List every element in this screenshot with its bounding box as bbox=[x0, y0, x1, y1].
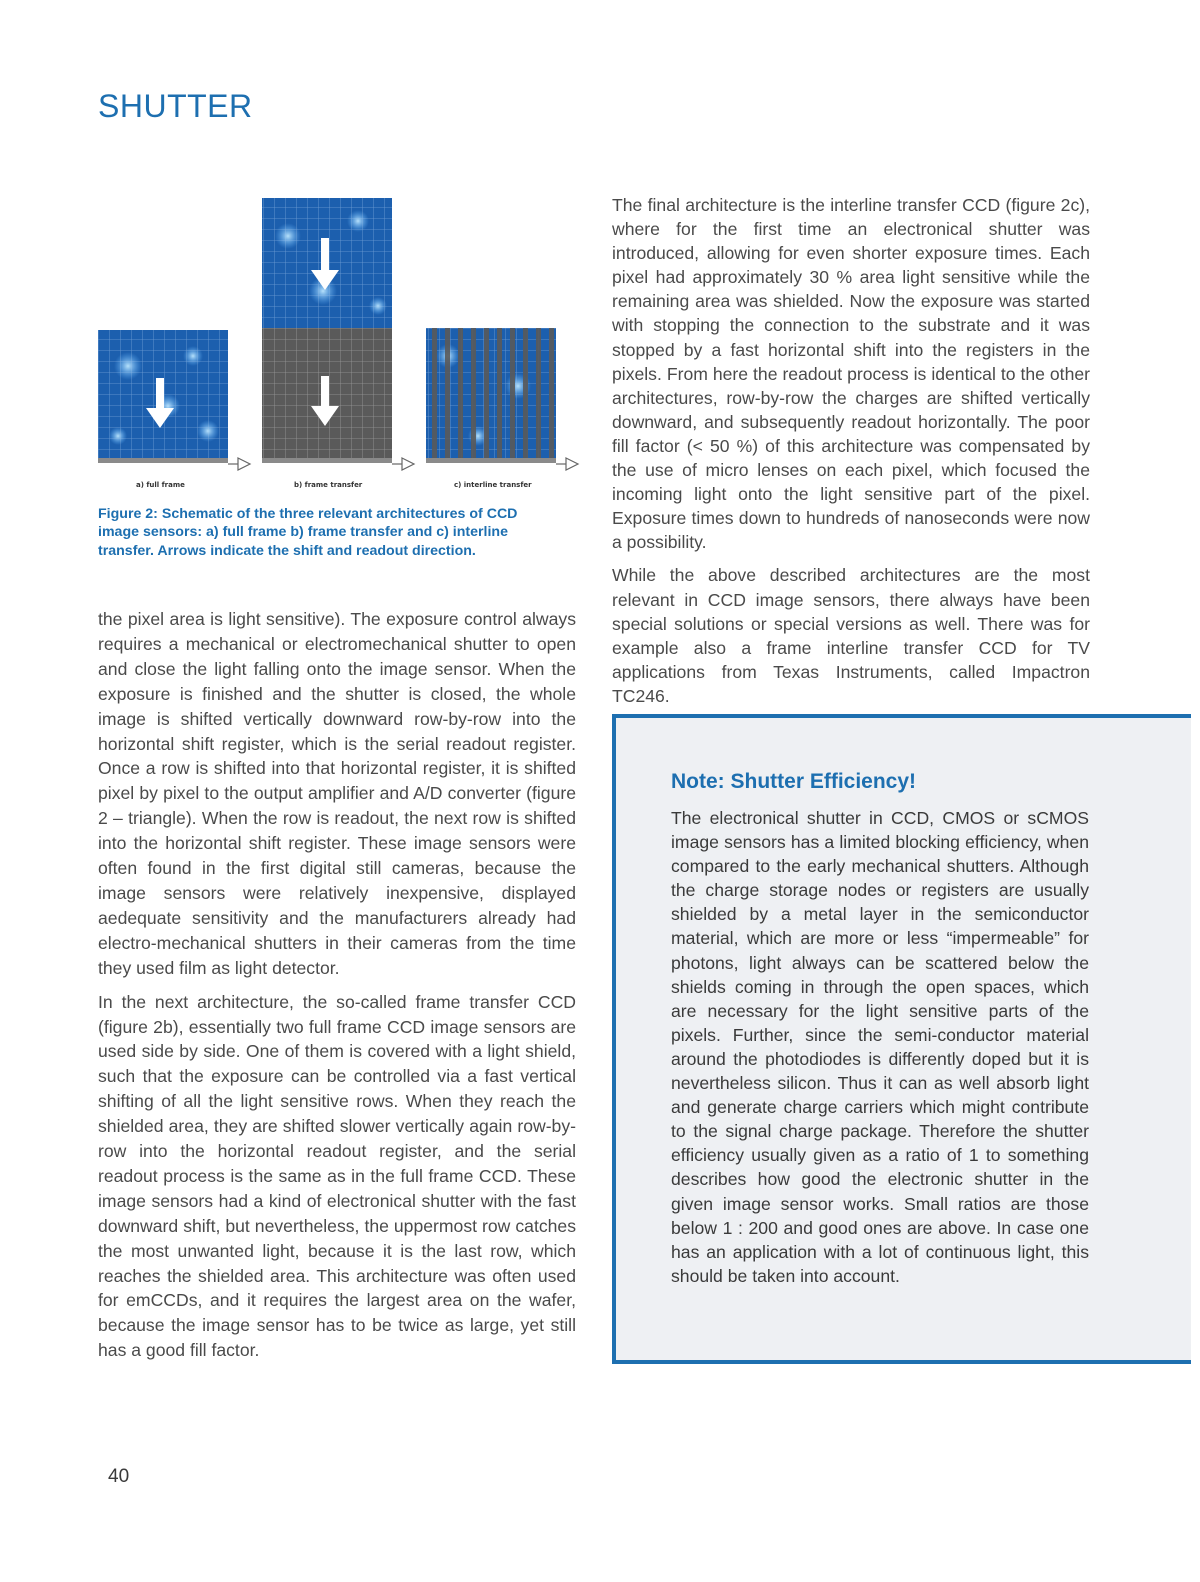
ccd-architecture-figure bbox=[98, 196, 582, 496]
paragraph: The final architecture is the interline transfer CCD (figure 2c), where for the first time an electronical shutter was introduced, allowing for even shorter exposure times. Each pixel had approximately 30 % area light sensitive while the remaining area was shielded. Now the exposure was started with stopping the connection to the substrate and it was stopped by a fast horizontal shift into the registers in the pixels. From here the readout process is identical to the other architectures, row-by-row the charges are shifted vertically downward, and subsequently readout horizontally. The poor fill factor (< 50 %) of this architecture was compensated by the use of micro lenses on each pixel, which focused the incoming light onto the light sensitive part of the pixel. Exposure times down to hundreds of nanoseconds were now a possibility. bbox=[612, 195, 1090, 553]
page-number: 40 bbox=[108, 1466, 130, 1487]
panel-frame-transfer bbox=[262, 198, 414, 489]
panel-interline-transfer bbox=[426, 328, 578, 489]
panel-label-b: b) frame transfer bbox=[294, 481, 363, 489]
right-column bbox=[612, 193, 1090, 708]
note-title: Note: Shutter Efficiency! bbox=[671, 770, 917, 793]
note-box bbox=[612, 714, 1191, 1364]
panel-label-a: a) full frame bbox=[136, 481, 185, 489]
panel-label-c: c) interline transfer bbox=[454, 481, 532, 489]
figure-caption: Figure 2: Schematic of the three relevant architectures of CCD image sensors: a) full frame b) frame transfer and c) interline transfer. Arrows indicate the shift and readout direction. bbox=[98, 506, 518, 559]
panel-full-frame bbox=[98, 330, 250, 489]
paragraph: the pixel area is light sensitive). The exposure control always requires a mechanical or electromechanical shutter to open and close the light falling onto the image sensor. When the exposure is finished and the shutter is closed, the whole image is shifted vertically downward row-by-row into the horizontal shift register, which is the serial readout register. Once a row is shifted into that horizontal register, it is shifted pixel by pixel to the output amplifier and A/D converter (figure 2 – triangle). When the row is readout, the next row is shifted into the horizontal shift register. These image sensors were often found in the first digital still cameras, because the image sensors were relatively inexpensive, displayed aedequate sensitivity and the manufacturers already had electro-mechanical shutters in their cameras from the time they used film as light detector. bbox=[98, 609, 576, 978]
left-column bbox=[98, 607, 576, 1363]
output-triangle-icon bbox=[402, 458, 414, 470]
output-triangle-icon bbox=[566, 458, 578, 470]
paragraph: In the next architecture, the so-called frame transfer CCD (figure 2b), essentially two full frame CCD image sensors are used side by side. One of them is covered with a light shield, such that the exposure can be controlled via a fast vertical shifting of all the light sensitive rows. When they reach the shielded area, they are shifted slower vertically again row-by-row into the horizontal readout register, and the serial readout process is the same as in the full frame CCD. These image sensors had a kind of electronical shutter with the fast downward shift, but nevertheless, the uppermost row catches the most unwanted light, because it is the last row, which reaches the shielded area. This architecture was often used for emCCDs, and it requires the largest area on the wafer, because the image sensor has to be twice as large, yet still has a good fill factor. bbox=[98, 991, 576, 1361]
paragraph: While the above described architectures are the most relevant in CCD image sensors, there always have been special solutions or special versions as well. There was for example also a frame interline transfer CCD for TV applications from Texas Instruments, called Impactron TC246. bbox=[612, 565, 1090, 706]
page-title: SHUTTER bbox=[98, 88, 253, 124]
output-triangle-icon bbox=[238, 458, 250, 470]
note-text: The electronical shutter in CCD, CMOS or sCMOS image sensors has a limited blocking efficiency, when compared to the early mechanical shutters. Although the charge storage nodes or registers are usually shielded by a metal layer in the semiconductor material, which are more or less “impermeable” for photons, light always can be scattered below the shields coming in through the open spaces, which are necessary for the light sensitive parts of the pixels. Further, since the semi-conductor material around the photodiodes is differently doped but it is nevertheless silicon. Thus it can as well absorb light and generate charge carriers which might contribute to the signal charge package. Therefore the shutter efficiency usually given as a ratio of 1 to something describes how good the electronic shutter in the given image sensor works. Small ratios are those below 1 : 200 and good ones are above. In case one has an application with a lot of continuous light, this should be taken into account. bbox=[671, 808, 1089, 1286]
